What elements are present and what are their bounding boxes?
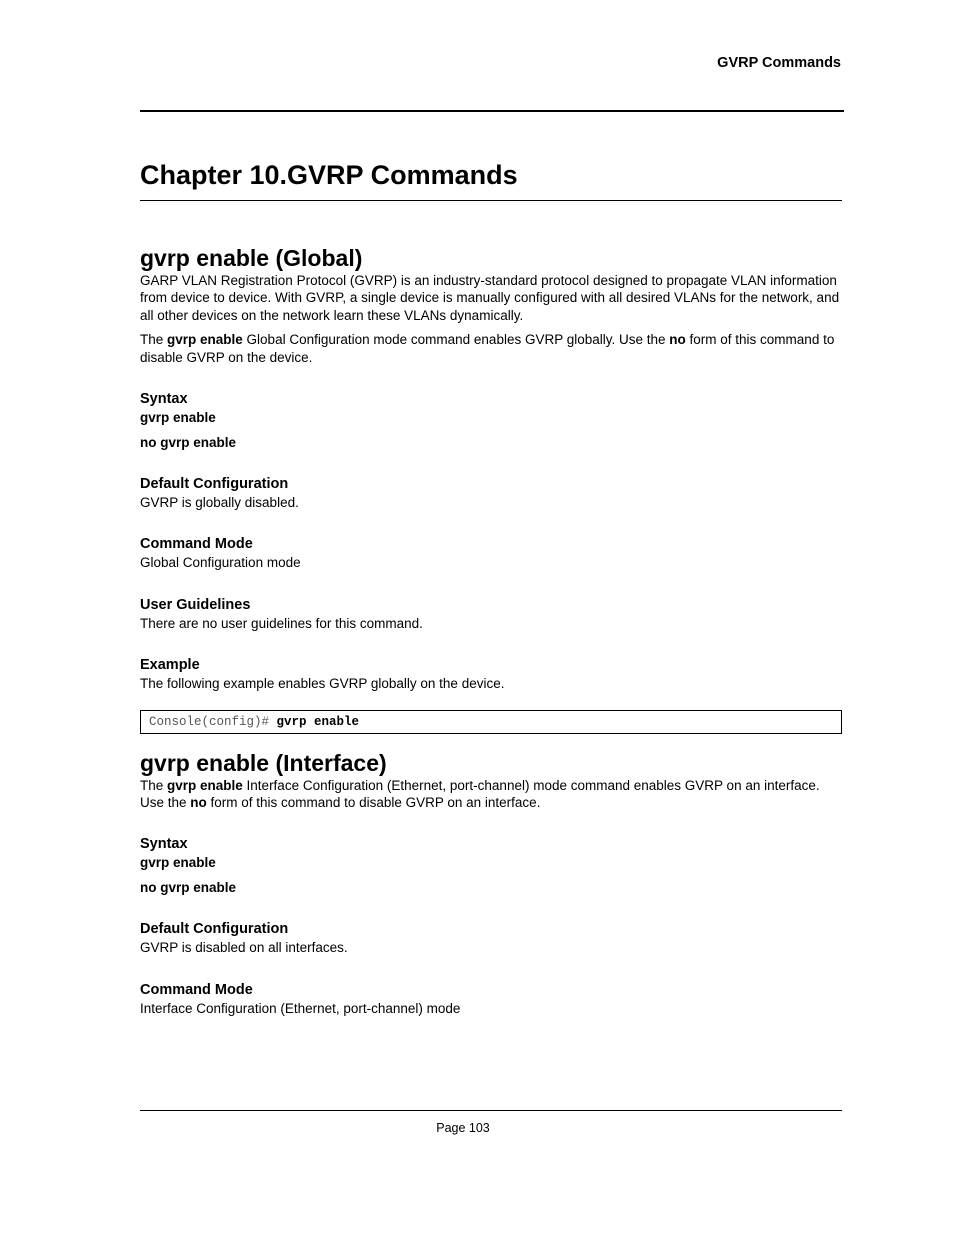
syntax-line: gvrp enable xyxy=(140,410,216,426)
syntax-heading: Syntax xyxy=(140,836,188,853)
command-mode-text: Global Configuration mode xyxy=(140,555,301,571)
header-divider xyxy=(140,110,844,112)
text-run: Global Configuration mode command enables GVRP globally. Use the xyxy=(242,332,670,348)
example-heading: Example xyxy=(140,657,200,674)
chapter-title: Chapter 10.GVRP Commands xyxy=(140,160,842,201)
no-keyword: no xyxy=(190,795,207,811)
syntax-line: gvrp enable xyxy=(140,855,216,871)
user-guidelines-heading: User Guidelines xyxy=(140,596,251,613)
text-run: Interface Configuration (Ethernet, port-channel) mode command enables GVRP on an interface. Use the xyxy=(140,777,820,811)
text-run: The xyxy=(140,332,168,348)
page-body xyxy=(140,160,842,1017)
text-run: The xyxy=(140,777,168,793)
section-description-paragraph xyxy=(140,331,842,366)
command-mode-text: Interface Configuration (Ethernet, port-channel) mode xyxy=(140,1000,461,1016)
section-description-paragraph xyxy=(140,777,842,812)
console-command: gvrp enable xyxy=(276,714,360,729)
default-configuration-text: GVRP is disabled on all interfaces. xyxy=(140,940,348,956)
page-number: Page 103 xyxy=(436,1121,490,1135)
syntax-line: no gvrp enable xyxy=(140,435,237,451)
syntax-heading: Syntax xyxy=(140,391,188,408)
command-keyword: gvrp enable xyxy=(167,777,243,793)
section-title-global: gvrp enable (Global) xyxy=(140,245,363,271)
section-intro-paragraph: GARP VLAN Registration Protocol (GVRP) is an industry-standard protocol designed to propagate VLAN information from device to device. With GVRP, a single device is manually configured with all desired VLANs for the network, and all other devices on the network learn these VLANs dynamically. xyxy=(140,273,840,323)
user-guidelines-text: There are no user guidelines for this command. xyxy=(140,615,423,631)
no-keyword: no xyxy=(669,332,686,348)
console-prompt: Console(config)# xyxy=(149,714,277,729)
default-configuration-heading: Default Configuration xyxy=(140,921,289,938)
default-configuration-heading: Default Configuration xyxy=(140,476,289,493)
text-run: form of this command to disable GVRP on the device. xyxy=(140,332,835,365)
command-mode-heading: Command Mode xyxy=(140,536,253,553)
command-mode-heading: Command Mode xyxy=(140,981,253,998)
default-configuration-text: GVRP is globally disabled. xyxy=(140,495,299,511)
example-text: The following example enables GVRP globally on the device. xyxy=(140,676,505,692)
footer-divider xyxy=(140,1110,842,1111)
running-header: GVRP Commands xyxy=(717,55,841,71)
text-run: form of this command to disable GVRP on an interface. xyxy=(206,795,541,811)
section-title-interface: gvrp enable (Interface) xyxy=(140,749,387,776)
syntax-line: no gvrp enable xyxy=(140,880,237,896)
example-code-box xyxy=(140,710,842,734)
command-keyword: gvrp enable xyxy=(167,332,243,348)
